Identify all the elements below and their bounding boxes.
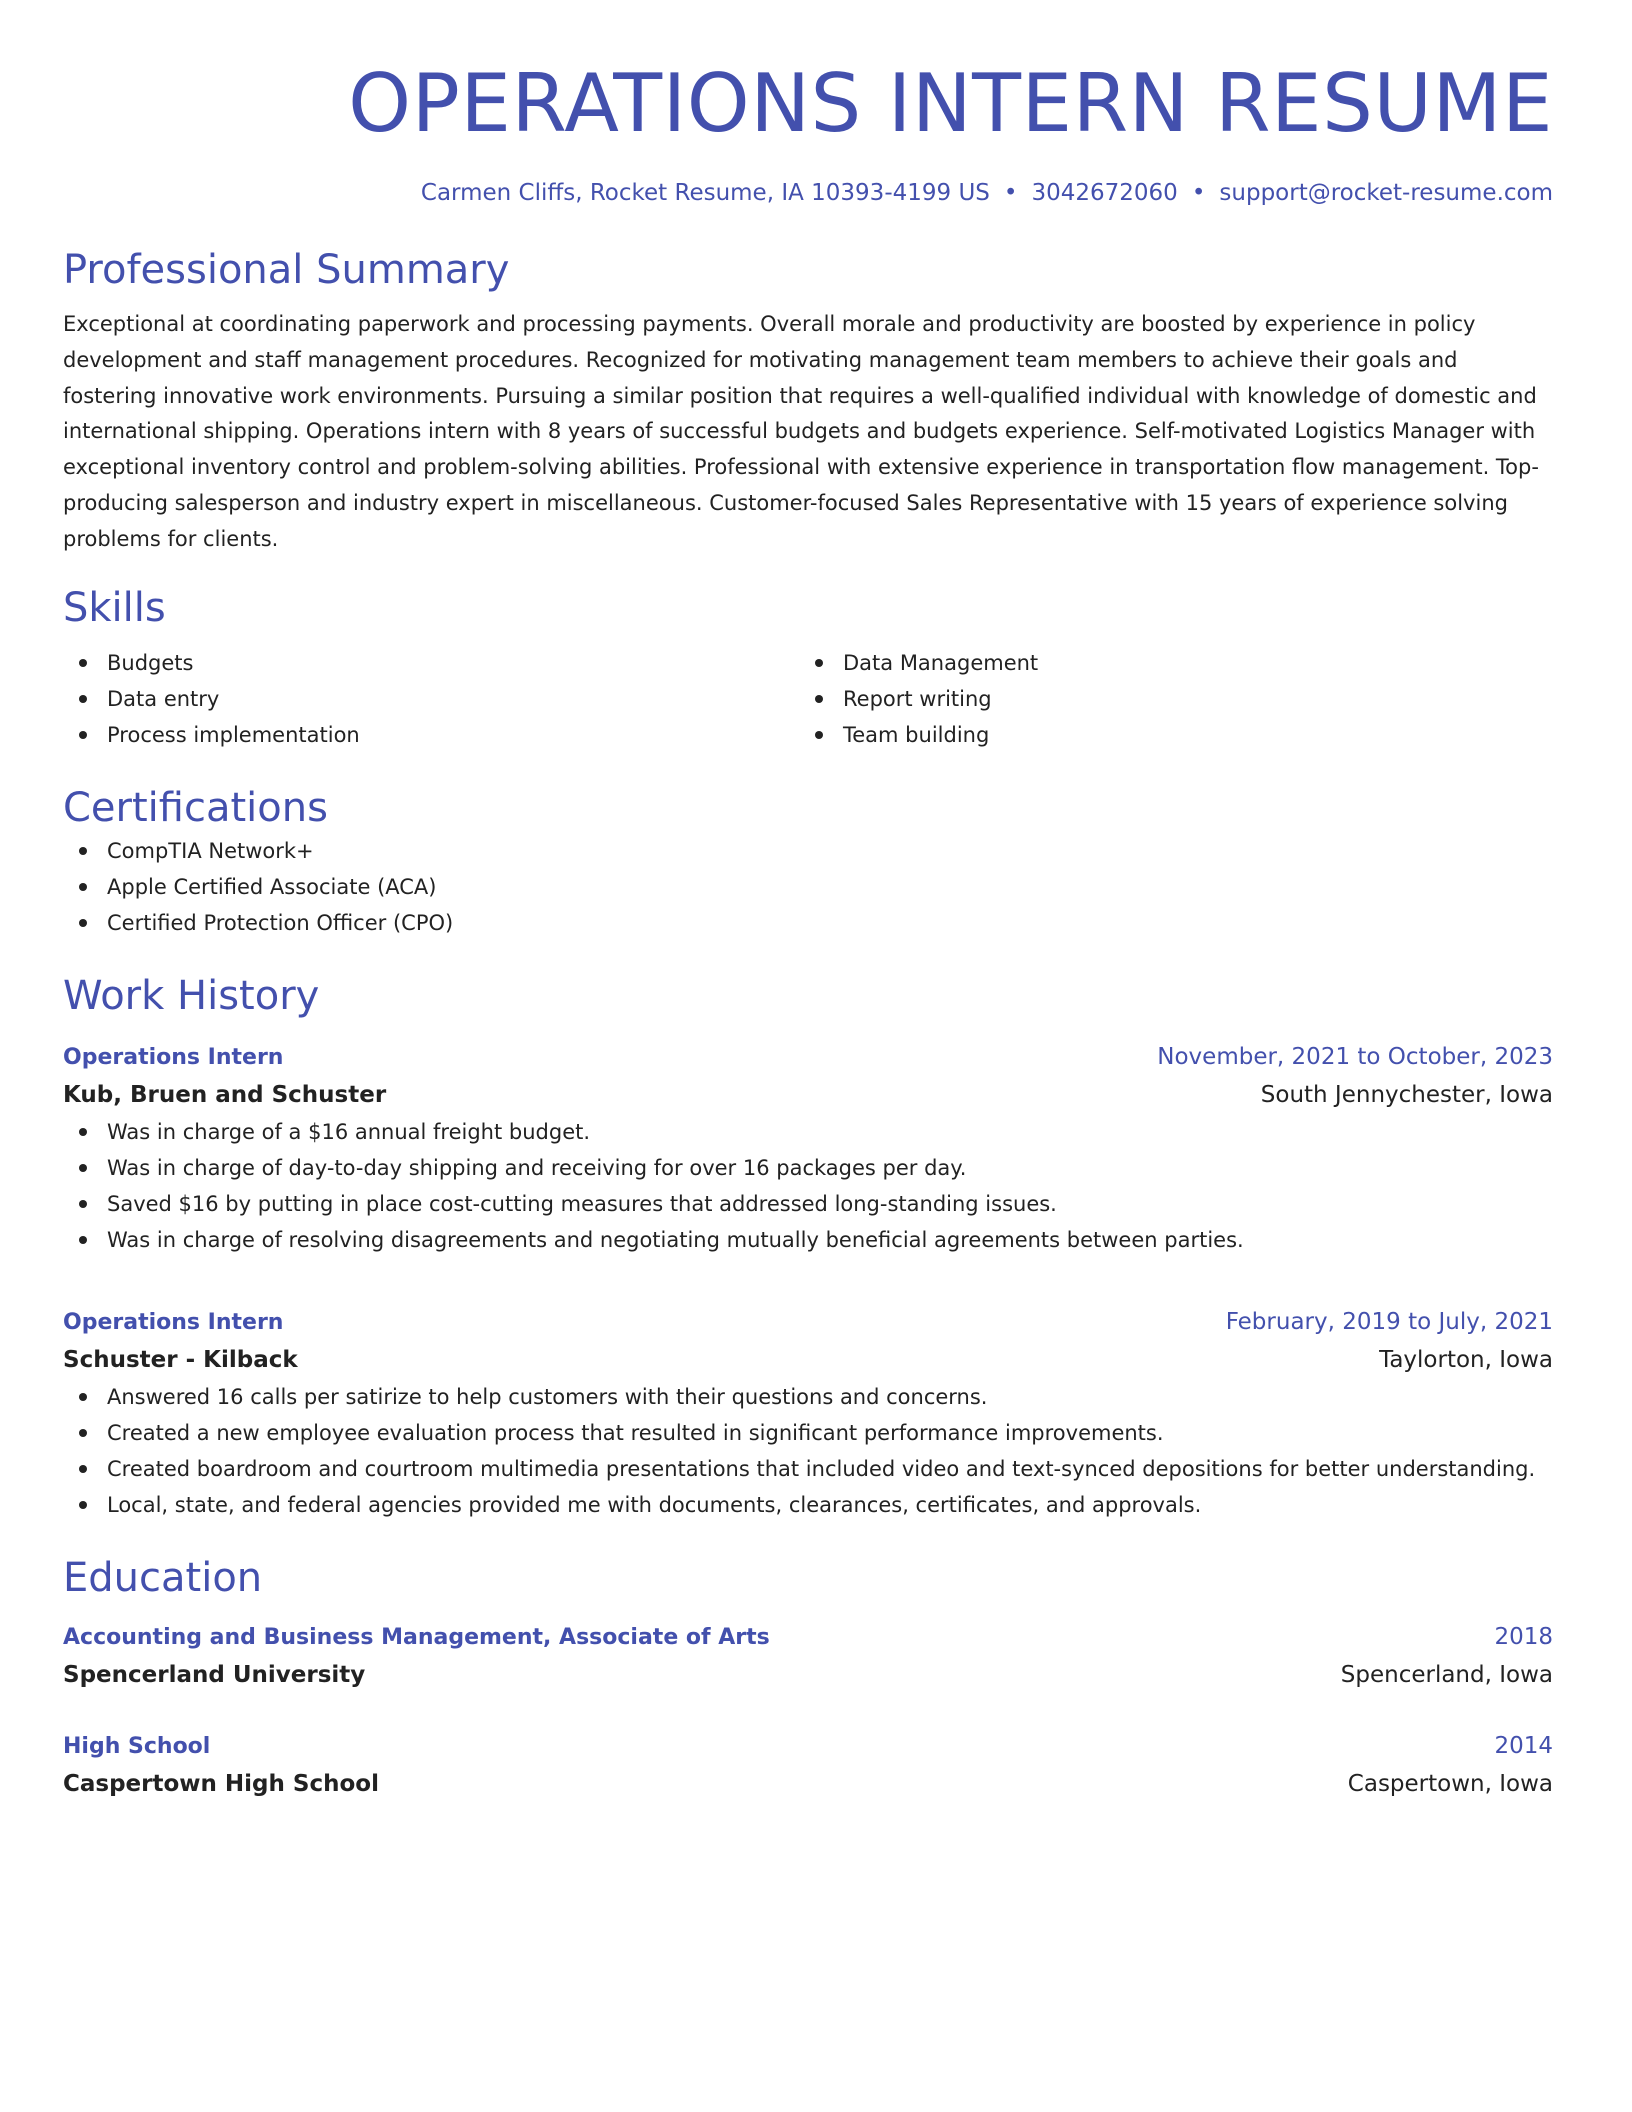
skill-item: Budgets bbox=[63, 645, 799, 681]
education-year: 2014 bbox=[1494, 1732, 1553, 1759]
job-company: Schuster - Kilback bbox=[63, 1346, 298, 1373]
certification-item: Apple Certified Associate (ACA) bbox=[63, 869, 1553, 905]
bullet-icon bbox=[815, 695, 823, 703]
job-title: Operations Intern bbox=[63, 1309, 284, 1335]
job-bullet: Created boardroom and courtroom multimedia presentations that included video and text-synced depositions for better understanding. bbox=[63, 1451, 1553, 1487]
skills-column-left bbox=[63, 645, 799, 753]
education-entry bbox=[63, 1728, 1553, 1803]
job-dates: November, 2021 to October, 2023 bbox=[1157, 1043, 1553, 1070]
bullet-icon bbox=[79, 1164, 87, 1172]
bullet-icon bbox=[79, 659, 87, 667]
skill-item: Process implementation bbox=[63, 717, 799, 753]
job-location: South Jennychester, Iowa bbox=[1260, 1081, 1553, 1108]
certification-item: Certified Protection Officer (CPO) bbox=[63, 905, 1553, 941]
page-title: OPERATIONS INTERN RESUME bbox=[348, 57, 1553, 150]
contact-line bbox=[63, 178, 1553, 208]
bullet-icon bbox=[79, 695, 87, 703]
contact-separator: • bbox=[1191, 180, 1206, 206]
job-bullet: Local, state, and federal agencies provided me with documents, clearances, certificates, and approvals. bbox=[63, 1487, 1553, 1523]
job-entry bbox=[63, 1304, 1553, 1523]
job-bullet: Was in charge of resolving disagreements and negotiating mutually beneficial agreements between parties. bbox=[63, 1222, 1553, 1258]
skill-item: Data Management bbox=[799, 645, 1535, 681]
job-bullet: Was in charge of a $16 annual freight budget. bbox=[63, 1114, 1553, 1150]
bullet-icon bbox=[79, 1465, 87, 1473]
bullet-icon bbox=[79, 1236, 87, 1244]
education-location: Spencerland, Iowa bbox=[1340, 1661, 1553, 1688]
certifications-list bbox=[63, 833, 1553, 941]
job-bullet: Was in charge of day-to-day shipping and receiving for over 16 packages per day. bbox=[63, 1150, 1553, 1186]
job-bullet: Saved $16 by putting in place cost-cutting measures that addressed long-standing issues. bbox=[63, 1186, 1553, 1222]
skills-list bbox=[63, 645, 1553, 753]
contact-email[interactable]: support@rocket-resume.com bbox=[1219, 180, 1553, 206]
education-degree: High School bbox=[63, 1733, 211, 1759]
contact-address: Carmen Cliffs, Rocket Resume, IA 10393-4199 US bbox=[420, 180, 990, 206]
job-bullets bbox=[63, 1114, 1553, 1258]
contact-separator: • bbox=[1003, 180, 1018, 206]
bullet-icon bbox=[79, 847, 87, 855]
bullet-icon bbox=[79, 1501, 87, 1509]
bullet-icon bbox=[79, 1393, 87, 1401]
skills-column-right bbox=[799, 645, 1535, 753]
bullet-icon bbox=[79, 919, 87, 927]
work-history-heading: Work History bbox=[63, 972, 320, 1019]
education-degree: Accounting and Business Management, Associate of Arts bbox=[63, 1624, 770, 1650]
certifications-heading: Certifications bbox=[63, 784, 328, 831]
certification-item: CompTIA Network+ bbox=[63, 833, 1553, 869]
job-dates: February, 2019 to July, 2021 bbox=[1225, 1308, 1553, 1335]
bullet-icon bbox=[79, 1429, 87, 1437]
job-bullet: Answered 16 calls per satirize to help customers with their questions and concerns. bbox=[63, 1379, 1553, 1415]
skill-item: Report writing bbox=[799, 681, 1535, 717]
job-entry bbox=[63, 1039, 1553, 1258]
education-heading: Education bbox=[63, 1554, 263, 1601]
education-location: Caspertown, Iowa bbox=[1347, 1770, 1553, 1797]
education-entry bbox=[63, 1619, 1553, 1694]
education-year: 2018 bbox=[1494, 1623, 1553, 1650]
job-bullet: Created a new employee evaluation process that resulted in significant performance improvements. bbox=[63, 1415, 1553, 1451]
skill-item: Data entry bbox=[63, 681, 799, 717]
job-company: Kub, Bruen and Schuster bbox=[63, 1081, 387, 1108]
bullet-icon bbox=[815, 731, 823, 739]
job-location: Taylorton, Iowa bbox=[1379, 1346, 1553, 1373]
summary-heading: Professional Summary bbox=[63, 247, 510, 293]
skills-heading: Skills bbox=[63, 584, 166, 631]
bullet-icon bbox=[79, 883, 87, 891]
bullet-icon bbox=[79, 1200, 87, 1208]
education-school: Caspertown High School bbox=[63, 1770, 379, 1797]
bullet-icon bbox=[79, 1128, 87, 1136]
summary-text: Exceptional at coordinating paperwork and processing payments. Overall morale and productivity are boosted by experience in policy development and staff management procedures. Recognized for motivating management team members to achieve their goals and fostering innovative work environments. Pursuing a similar position that requires a well-qualified individual with knowledge of domestic and international shipping. Operations intern with 8 years of successful budgets and budgets experience. Self-motivated Logistics Manager with exceptional inventory control and problem-solving abilities. Professional with extensive experience in transportation flow management. Top-producing salesperson and industry expert in miscellaneous. Customer-focused Sales Representative with 15 years of experience solving problems for clients. bbox=[63, 312, 1539, 551]
skill-item: Team building bbox=[799, 717, 1535, 753]
education-school: Spencerland University bbox=[63, 1661, 366, 1688]
resume-page bbox=[63, 0, 1553, 1803]
contact-phone[interactable]: 3042672060 bbox=[1031, 180, 1178, 206]
bullet-icon bbox=[79, 731, 87, 739]
job-bullets bbox=[63, 1379, 1553, 1523]
bullet-icon bbox=[815, 659, 823, 667]
job-title: Operations Intern bbox=[63, 1044, 284, 1070]
